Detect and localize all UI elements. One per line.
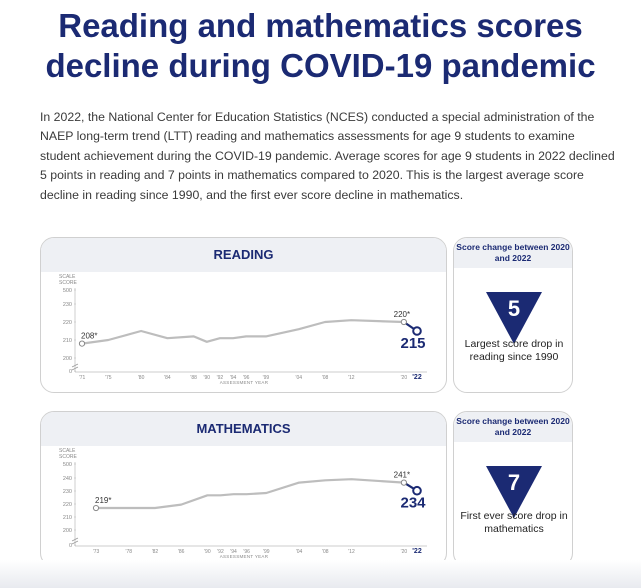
mathematics-series-line [96,479,404,508]
mathematics-x-tick-label: '90 [204,549,211,555]
reading-score-change-card [453,237,573,393]
mathematics-change-value: 7 [507,470,521,495]
reading-change-note: Largest score drop in reading since 1990 [464,338,564,363]
reading-x-tick-label: '94 [229,375,237,381]
mathematics-x-tick-label: '99 [263,549,270,555]
reading-x-tick-label: '20 [400,375,408,381]
mathematics-x-tick-label: '78 [125,549,133,555]
mathematics-change-note: First ever score drop in mathematics [460,510,568,535]
reading-line-chart [41,238,447,393]
mathematics-2020-value-label: 241* [393,470,411,480]
mathematics-change-header: Score change between 2020 and 2022 [454,412,572,442]
reading-x-tick-label: '99 [262,375,270,381]
reading-x-tick-label: '71 [78,375,86,381]
mathematics-x-tick-label: '08 [322,549,329,555]
reading-y-axis-label: SCORE [59,280,77,286]
mathematics-x-tick-label: '22 [412,548,422,555]
reading-y-tick-label: 500 [62,288,72,294]
reading-data-point [413,327,421,335]
mathematics-x-tick-label: '12 [348,549,355,555]
mathematics-x-tick-label: '04 [295,549,303,555]
reading-x-tick-label: '12 [348,375,355,381]
reading-change-value: 5 [507,296,521,321]
reading-y-tick-label: 230 [62,302,72,308]
bottom-fade [0,560,641,588]
mathematics-x-axis-title: ASSESSMENT YEAR [219,554,269,559]
reading-y-tick-label: 210 [62,338,72,344]
reading-x-tick-label: '92 [216,375,224,381]
mathematics-y-tick-label: 210 [62,515,72,521]
mathematics-x-tick-label: '82 [151,549,159,555]
reading-y-tick-label: 200 [62,356,72,362]
mathematics-y-tick-label: 240 [62,476,72,482]
down-arrow-icon [454,238,574,394]
intro-paragraph: In 2022, the National Center for Education Statistics (NCES) conducted a special administration of the NAEP long-term trend (LTT) reading and mathematics assessments for age 9 students to examine student achievement during the COVID-19 pandemic. Average scores for age 9 students in 2022 declined 5 points in reading and 7 points in mathematics compared to 2020. This is the largest average score decline in reading since 1990, and the first ever score decline in mathematics. [40,110,615,202]
mathematics-y-axis-label: SCORE [59,454,77,460]
reading-first-value-label: 208* [81,331,98,341]
reading-x-tick-label: '80 [137,375,145,381]
mathematics-data-point [401,480,406,485]
reading-y-tick-label: 0 [68,369,72,375]
reading-y-tick-label: 220 [62,320,72,326]
mathematics-x-tick-label: '86 [177,549,185,555]
reading-data-point [401,319,406,324]
mathematics-x-tick-label: '92 [217,549,224,555]
reading-x-axis-title: ASSESSMENT YEAR [219,380,269,385]
mathematics-y-tick-label: 200 [62,528,72,534]
mathematics-y-tick-label: 500 [62,462,72,468]
reading-x-tick-label: '96 [242,375,250,381]
mathematics-x-tick-label: '96 [243,549,250,555]
reading-2022-value-label: 215 [400,335,426,352]
reading-x-tick-label: '88 [190,375,197,381]
reading-chart-panel [40,237,447,393]
mathematics-data-point [93,505,98,510]
reading-x-tick-label: '08 [321,375,329,381]
mathematics-2022-value-label: 234 [400,494,426,512]
mathematics-chart-panel [40,411,447,567]
reading-x-tick-label: '04 [295,375,303,381]
mathematics-data-point [413,487,421,495]
mathematics-y-axis-label: SCALE [59,448,76,454]
reading-data-point [79,341,84,346]
reading-x-tick-label: '90 [203,375,211,381]
reading-x-tick-label: '75 [105,375,112,381]
reading-y-axis-label: SCALE [59,274,76,280]
reading-x-tick-label: '22 [412,374,422,381]
mathematics-y-tick-label: 0 [68,543,72,549]
reading-2020-value-label: 220* [393,310,411,319]
mathematics-chart-title: MATHEMATICS [41,412,446,446]
mathematics-y-tick-label: 230 [62,489,72,495]
mathematics-x-tick-label: '20 [400,549,408,555]
reading-series-line [82,320,404,343]
page-headline: Reading and mathematics scores decline during COVID-19 pandemic [45,7,596,84]
reading-x-tick-label: '84 [164,375,171,381]
down-arrow-icon [454,412,574,568]
mathematics-y-tick-label: 220 [62,502,72,508]
mathematics-line-chart [41,412,447,567]
mathematics-x-tick-label: '73 [92,549,100,555]
mathematics-x-tick-label: '94 [230,549,237,555]
mathematics-score-change-card [453,411,573,567]
reading-chart-title: READING [41,238,446,272]
reading-change-header: Score change between 2020 and 2022 [454,238,572,268]
mathematics-first-value-label: 219* [95,496,112,506]
